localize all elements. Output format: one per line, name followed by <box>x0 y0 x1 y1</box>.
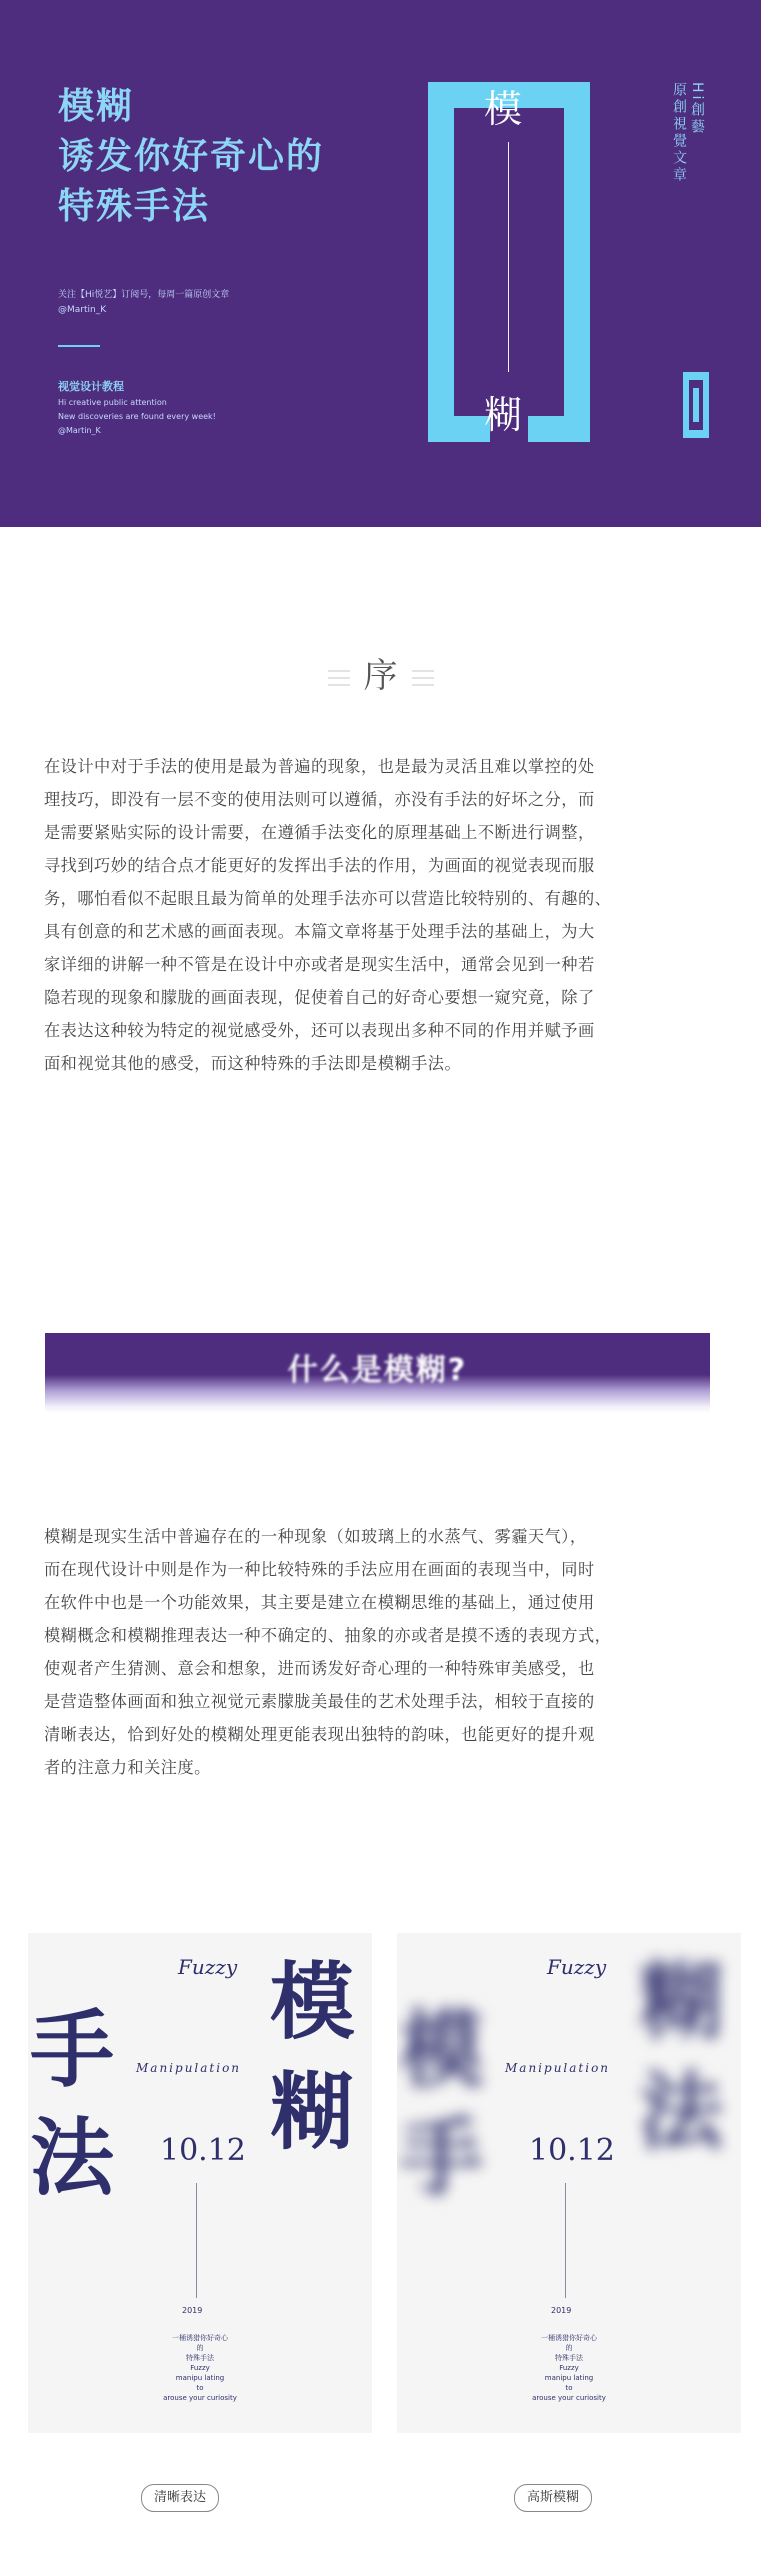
poster-divider <box>565 2183 566 2298</box>
poster-char: 法 <box>639 2062 724 2161</box>
poster-fuzzy-text: Fuzzy <box>178 1955 238 1979</box>
course-title: 视觉设计教程 <box>58 380 124 393</box>
poster-char: 糊 <box>270 2062 355 2161</box>
poster-caption-line: to <box>565 2384 573 2392</box>
hero-title-line: 模糊 <box>58 86 135 127</box>
poster-caption-line: 特殊手法 <box>555 2354 583 2362</box>
poster-caption-line: 一桶诱猎你好奇心 <box>172 2334 228 2342</box>
poster-caption-line: 的 <box>565 2344 573 2352</box>
preface-line: 寻找到巧妙的结合点才能更好的发挥出手法的作用，为画面的视觉表现而服 <box>44 856 595 875</box>
poster-caption-line: to <box>196 2384 204 2392</box>
follow-author: @Martin_K <box>58 305 107 315</box>
poster-caption <box>397 2333 741 2403</box>
preface-line: 在设计中对于手法的使用是最为普遍的现象，也是最为灵活且难以掌控的处 <box>44 757 595 776</box>
preface-heading <box>0 648 761 697</box>
poster-date: 10.12 <box>160 2133 246 2168</box>
poster-char: 法 <box>30 2108 115 2207</box>
preface-line: 是需要紧贴实际的设计需要，在遵循手法变化的原理基础上不断进行调整， <box>44 823 595 842</box>
poster-char: 糊 <box>639 1952 724 2051</box>
poster-char: 模 <box>399 2000 484 2099</box>
definition-line: 模糊是现实生活中普遍存在的一种现象（如玻璃上的水蒸气、雾霾天气）， <box>44 1527 587 1546</box>
preface-line: 隐若现的现象和朦胧的画面表现，促使着自己的好奇心要想一窥究竟，除了 <box>44 988 595 1007</box>
hi-brand-logo-icon <box>683 372 709 438</box>
section-banner <box>45 1333 710 1413</box>
vertical-brand-text: Hi創藝 原創視覺文章 <box>671 82 705 184</box>
preface-line: 家详细的讲解一种不管是在设计中亦或者是现实生活中，通常会见到一种若 <box>44 955 595 974</box>
poster-divider <box>196 2183 197 2298</box>
poster-char: 模 <box>270 1952 355 2051</box>
decor-bars <box>328 670 350 686</box>
poster-blurred <box>397 1933 741 2433</box>
poster-caption-line: manipu lating <box>175 2374 225 2382</box>
poster-caption-line: 的 <box>196 2344 204 2352</box>
hero-title-line: 诱发你好奇心的 <box>58 136 325 177</box>
course-line: @Martin_K <box>58 426 101 435</box>
divider <box>58 345 100 347</box>
poster-manipulation-text: Manipulation <box>505 2061 611 2075</box>
poster-caption <box>28 2333 372 2403</box>
definition-line: 模糊概念和模糊推理表达一种不确定的、抽象的亦或者是摸不透的表现方式， <box>44 1626 612 1645</box>
poster-fuzzy-text: Fuzzy <box>547 1955 607 1979</box>
poster-caption-line: arouse your curiosity <box>163 2394 237 2402</box>
poster-date: 10.12 <box>529 2133 615 2168</box>
course-line: New discoveries are found every week! <box>58 412 216 421</box>
poster-caption-line: arouse your curiosity <box>532 2394 606 2402</box>
course-line: Hi creative public attention <box>58 398 167 407</box>
poster-year: 2019 <box>182 2306 203 2315</box>
poster-caption-line: Fuzzy <box>559 2364 579 2372</box>
definition-line: 而在现代设计中则是作为一种比较特殊的手法应用在画面的表现当中，同时 <box>44 1560 595 1579</box>
hero-title <box>58 82 324 232</box>
decor-bars <box>412 670 434 686</box>
definition-line: 是营造整体画面和独立视觉元素朦胧美最佳的艺术处理手法，相较于直接的 <box>44 1692 595 1711</box>
course-info <box>58 380 216 438</box>
hero-char-top: 模 <box>484 87 523 131</box>
poster-caption-line: Fuzzy <box>190 2364 210 2372</box>
follow-line: 关注【Hi悦艺】订阅号，每周一篇原创文章 <box>58 290 230 300</box>
poster-year: 2019 <box>551 2306 572 2315</box>
label-gaussian-blur: 高斯模糊 <box>514 2484 592 2512</box>
definition-paragraph <box>44 1520 724 1784</box>
poster-caption-line: 特殊手法 <box>186 2354 214 2362</box>
preface-line: 务，哪怕看似不起眼且最为简单的处理手法亦可以营造比较特别的、有趣的、 <box>44 889 612 908</box>
poster-char: 手 <box>30 2000 115 2099</box>
label-clear-expression: 清晰表达 <box>141 2484 219 2512</box>
hero-banner <box>0 0 761 527</box>
follow-info <box>58 288 229 318</box>
preface-paragraph <box>44 750 724 1080</box>
preface-line: 面和视觉其他的感受，而这种特殊的手法即是模糊手法。 <box>44 1054 462 1073</box>
hero-title-line: 特殊手法 <box>58 186 211 227</box>
poster-clear <box>28 1933 372 2433</box>
poster-char: 手 <box>399 2108 484 2207</box>
preface-line: 具有创意的和艺术感的画面表现。本篇文章将基于处理手法的基础上，为大 <box>44 922 595 941</box>
preface-line: 理技巧，即没有一层不变的使用法则可以遵循，亦没有手法的好坏之分，而 <box>44 790 595 809</box>
hero-char-bottom: 糊 <box>484 393 523 437</box>
definition-line: 清晰表达，恰到好处的模糊处理更能表现出独特的韵味，也能更好的提升观 <box>44 1725 595 1744</box>
poster-caption-line: manipu lating <box>544 2374 594 2382</box>
definition-line: 者的注意力和关注度。 <box>44 1758 211 1777</box>
preface-line: 在表达这种较为特定的视觉感受外，还可以表现出多种不同的作用并赋予画 <box>44 1021 595 1040</box>
definition-line: 使观者产生猜测、意会和想象，进而诱发好奇心理的一种特殊审美感受，也 <box>44 1659 595 1678</box>
section-banner-title: 什么是模糊? <box>287 1353 468 1388</box>
poster-manipulation-text: Manipulation <box>136 2061 242 2075</box>
definition-line: 在软件中也是一个功能效果，其主要是建立在模糊思维的基础上，通过使用 <box>44 1593 595 1612</box>
preface-title: 序 <box>363 656 398 696</box>
poster-caption-line: 一桶诱猎你好奇心 <box>541 2334 597 2342</box>
